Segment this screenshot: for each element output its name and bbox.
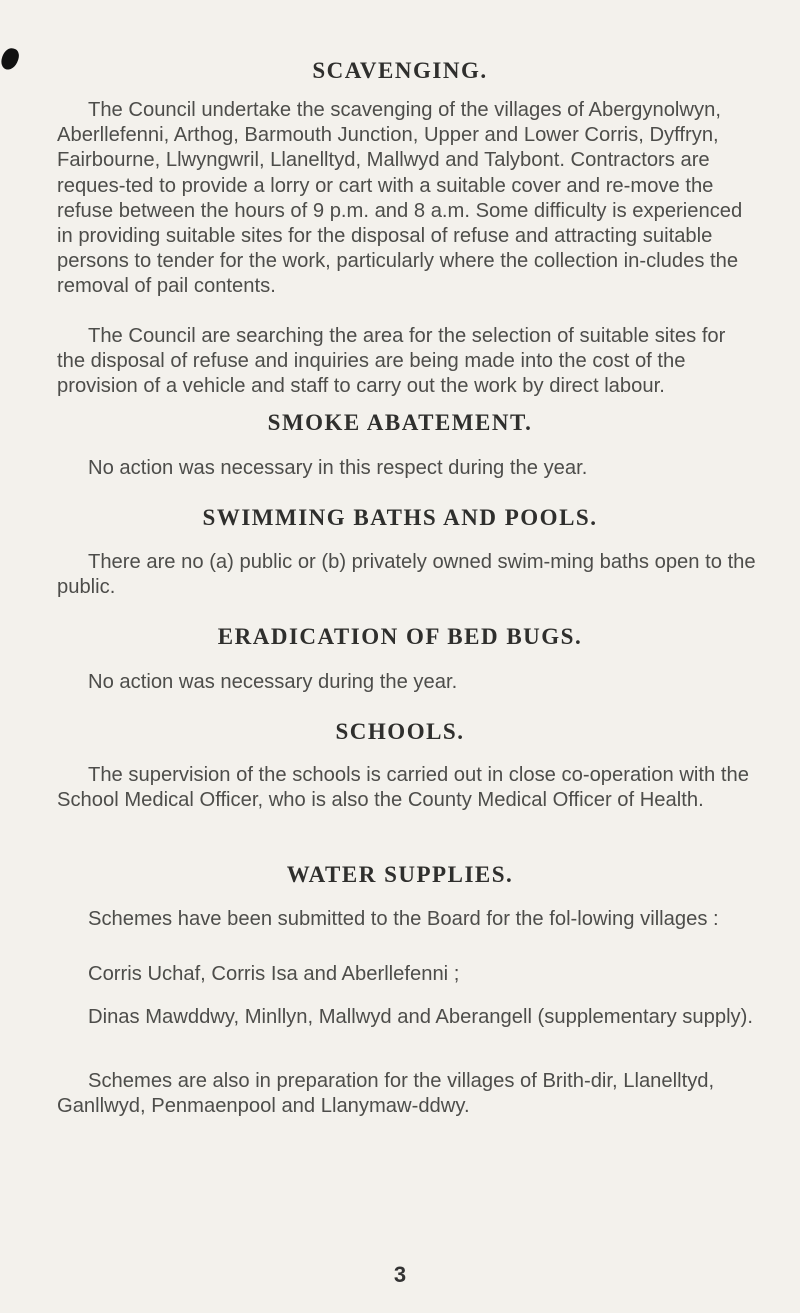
heading-schools: SCHOOLS. <box>335 719 465 744</box>
page-number: 3 <box>393 1262 407 1287</box>
heading-water-supplies: WATER SUPPLIES. <box>286 862 514 887</box>
heading-bed-bugs: ERADICATION OF BED BUGS. <box>217 624 583 649</box>
paragraph-water-4: Schemes are also in preparation for the villages of Brith-dir, Llanelltyd, Ganllwyd, Penmaenpool and Llanymaw-ddwy. <box>57 1070 715 1118</box>
paragraph-water-2: Corris Uchaf, Corris Isa and Aberllefenni ; <box>88 963 460 985</box>
heading-scavenging: SCAVENGING. <box>312 58 488 83</box>
paragraph-bed-bugs: No action was necessary during the year. <box>88 671 458 693</box>
heading-swimming-baths: SWIMMING BATHS AND POOLS. <box>202 505 598 530</box>
paragraph-swimming-baths: There are no (a) public or (b) privately owned swim-ming baths open to the public. <box>57 551 756 599</box>
paragraph-water-3: Dinas Mawddwy, Minllyn, Mallwyd and Aberangell (supplementary supply). <box>88 1006 753 1028</box>
paragraph-scavenging-1: The Council undertake the scavenging of the villages of Abergynolwyn, Aberllefenni, Arthog, Barmouth Junction, Upper and Lower Corris, Dyffryn, Fairbourne, Llwyngwril, Llanelltyd, Mallwyd and Talybont. Contractors are reques-ted to provide a lorry or cart with a suitable cover and re-move the refuse between the hours of 9 p.m. and 8 a.m. Some difficulty is experienced in providing suitable sites for the disposal of refuse and attracting suitable persons to tender for the work, particularly where the collection in-cludes the removal of pail contents. <box>57 99 743 298</box>
paragraph-water-1: Schemes have been submitted to the Board for the fol-lowing villages : <box>88 908 719 930</box>
paragraph-smoke-abatement: No action was necessary in this respect during the year. <box>88 457 588 479</box>
paragraph-schools: The supervision of the schools is carried out in close co-operation with the School Medical Officer, who is also the County Medical Officer of Health. <box>57 764 749 812</box>
heading-smoke-abatement: SMOKE ABATEMENT. <box>267 410 533 435</box>
paragraph-scavenging-2: The Council are searching the area for the selection of suitable sites for the disposal of refuse and inquiries are being made into the cost of the provision of a vehicle and staff to carry out the work by direct labour. <box>57 325 726 398</box>
